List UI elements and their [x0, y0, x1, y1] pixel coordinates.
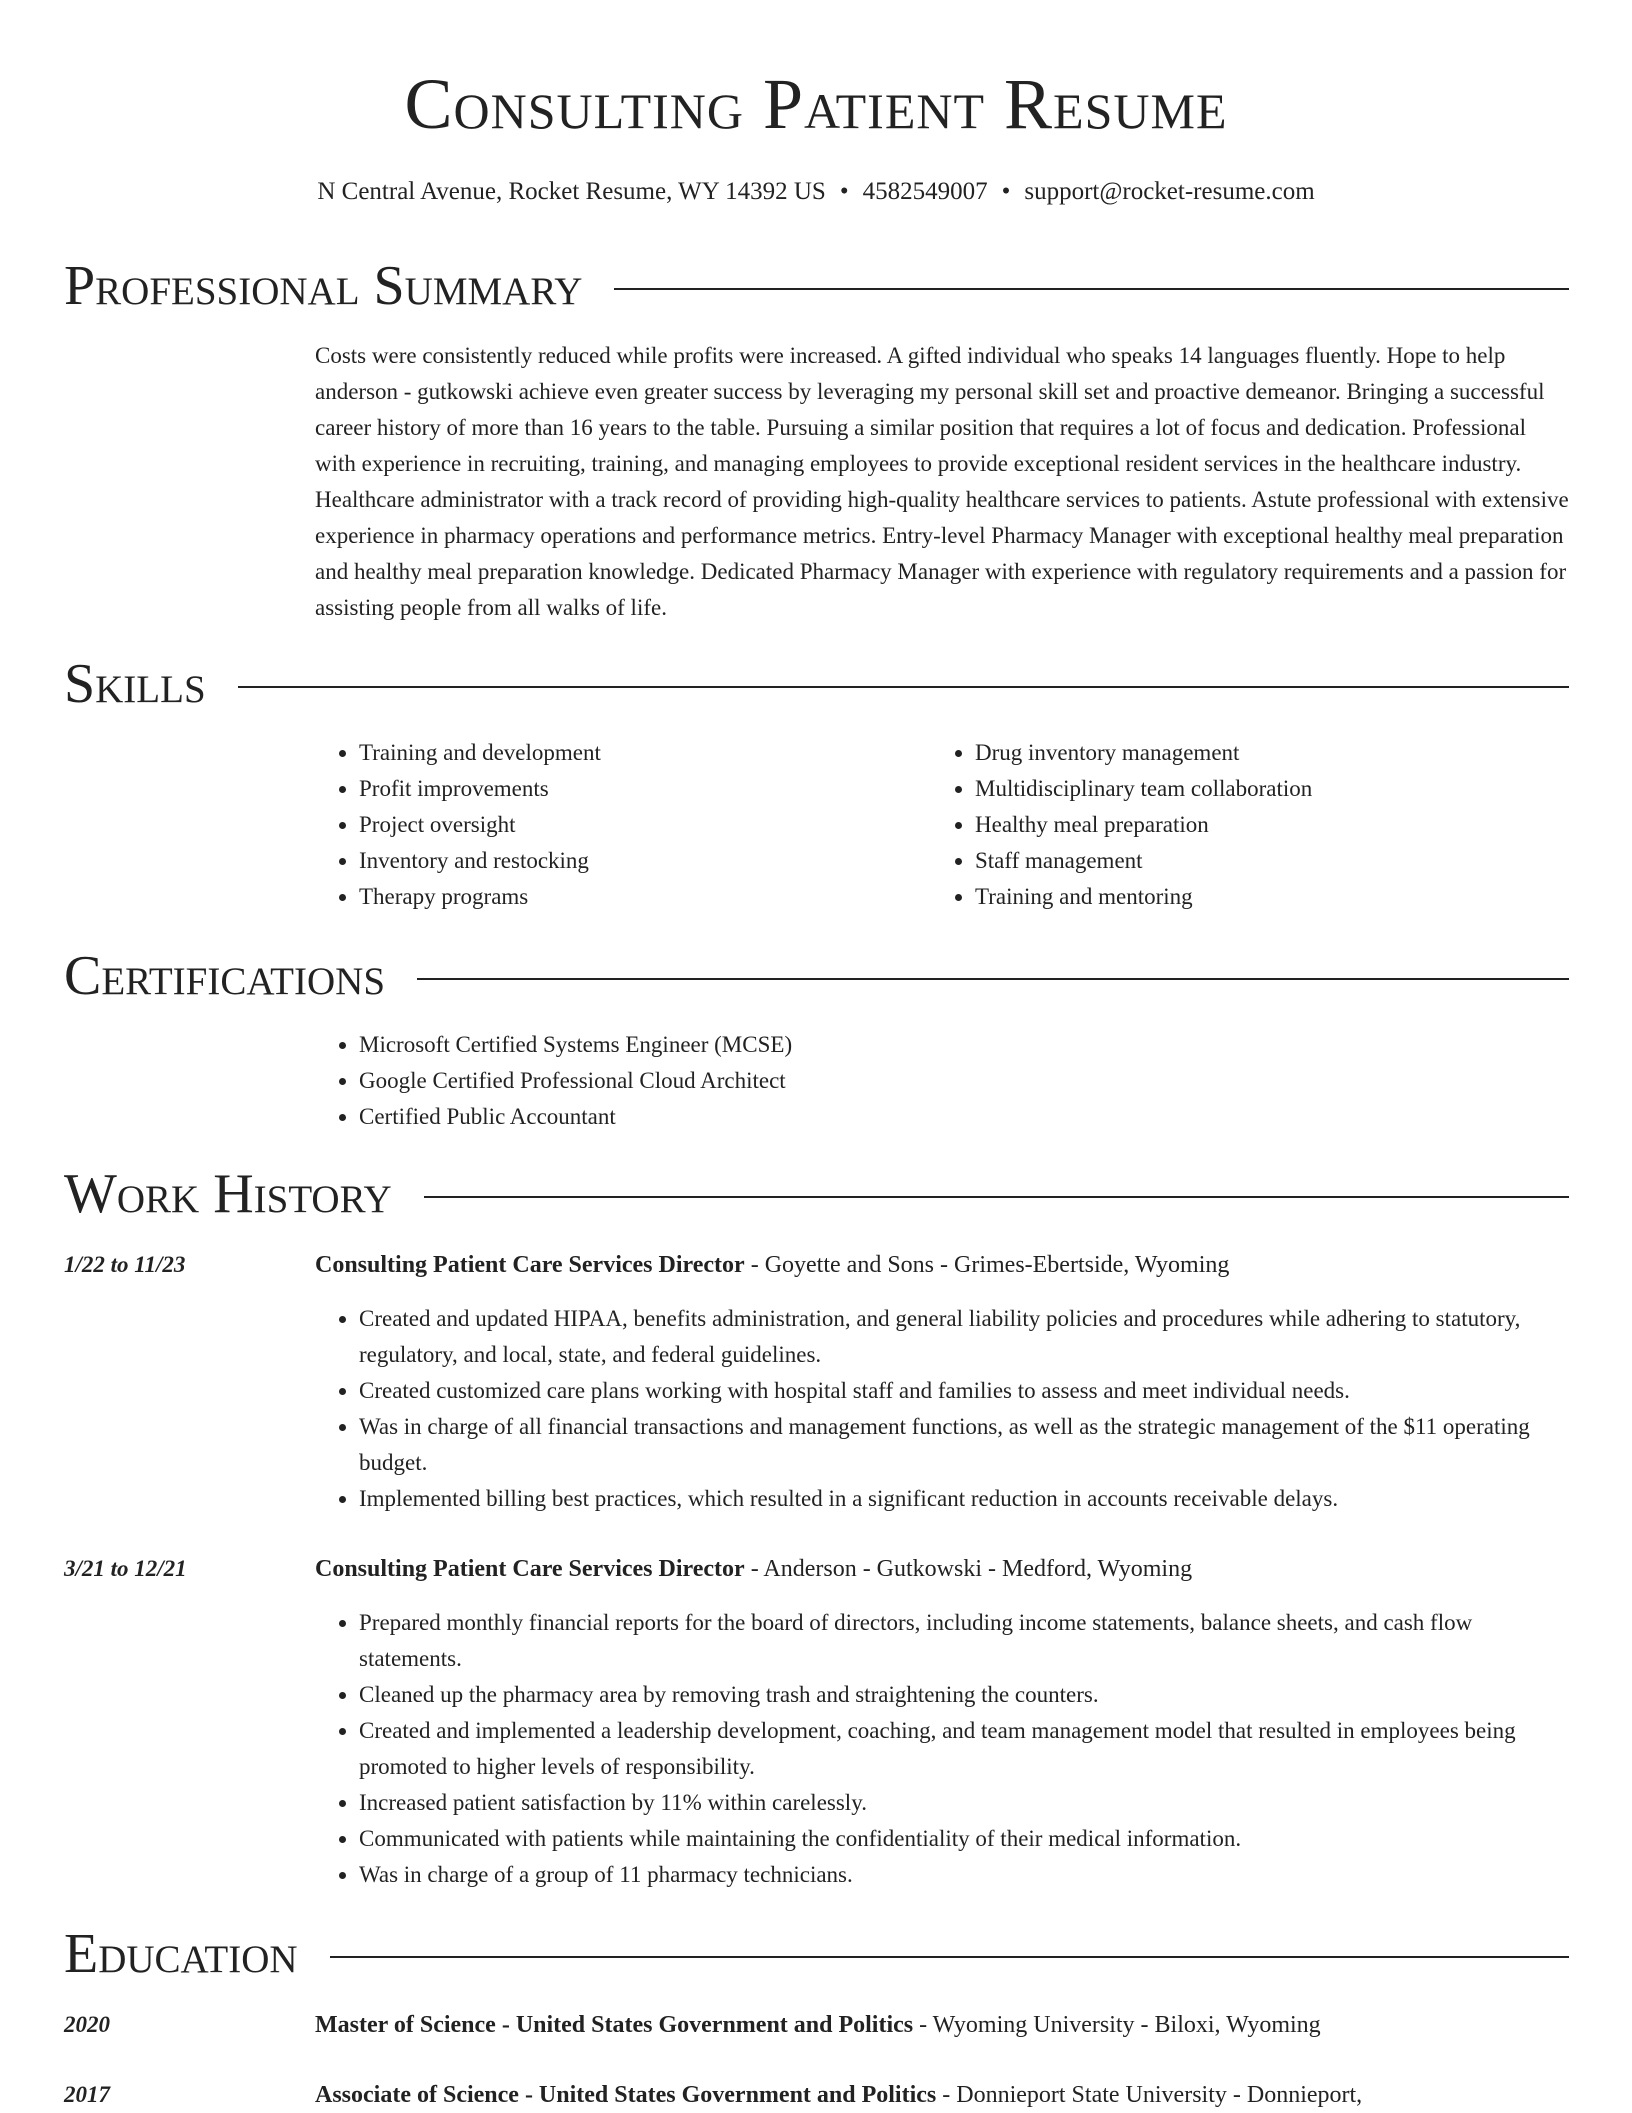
job-bullet: • Created customized care plans working with hospital staff and families to assess and meet individual needs. [359, 1373, 1569, 1409]
job-bullets [315, 1301, 1569, 1517]
contact-line [0, 176, 1632, 208]
contact-email[interactable]: support@rocket-resume.com [1024, 178, 1315, 205]
job-heading [315, 1247, 1569, 1283]
education-heading [315, 2077, 1569, 2113]
job-title: Consulting Patient Care Services Director [315, 1556, 745, 1582]
education-degree: Master of Science - United States Government and Politics [315, 2012, 914, 2038]
section-title-education: Education [64, 1923, 298, 1985]
certifications-list [315, 1027, 1569, 1135]
resume-title: Consulting Patient Resume [404, 64, 1228, 144]
skill-item: • Inventory and restocking [359, 843, 915, 879]
skill-item: • Training and mentoring [975, 879, 1531, 915]
skill-item: • Multidisciplinary team collaboration [975, 771, 1531, 807]
job-title: Consulting Patient Care Services Director [315, 1252, 745, 1278]
skill-item: • Profit improvements [359, 771, 915, 807]
education-school: - Donnieport State University - Donnieport, [936, 2082, 1363, 2108]
summary-text: Costs were consistently reduced while profits were increased. A gifted individual who speaks 14 languages fluently. Hope to help anderson - gutkowski achieve even greater success by leveraging my personal skill set and proactive demeanor. Bringing a successful career history of more than 16 years to the table. Pursuing a similar position that requires a lot of focus and dedication. Professional with experience in recruiting, training, and managing employees to provide exceptional resident services in the healthcare industry. Healthcare administrator with a track record of providing high-quality healthcare services to patients. Astute professional with extensive experience in pharmacy operations and performance metrics. Entry-level Pharmacy Manager with exceptional healthy meal preparation and healthy meal preparation knowledge. Dedicated Pharmacy Manager with experience with regulatory requirements and a passion for assisting people from all walks of life. [315, 343, 1569, 620]
skill-item: • Therapy programs [359, 879, 915, 915]
job-bullet: • Implemented billing best practices, which resulted in a significant reduction in accounts receivable delays. [359, 1481, 1569, 1517]
skills-column-left [315, 735, 915, 915]
section-divider [614, 288, 1569, 290]
section-title-skills: Skills [64, 653, 206, 715]
contact-separator: • [1001, 178, 1011, 205]
job-bullet: • Increased patient satisfaction by 11% within carelessly. [359, 1785, 1569, 1821]
skill-item: • Training and development [359, 735, 915, 771]
education-heading [315, 2007, 1569, 2043]
job-bullet: • Created and implemented a leadership development, coaching, and team management model that resulted in employees being promoted to higher levels of responsibility. [359, 1713, 1569, 1785]
section-title-summary: Professional Summary [64, 255, 583, 317]
section-divider [417, 978, 1569, 980]
certification-item: • Microsoft Certified Systems Engineer (MCSE) [359, 1027, 1569, 1063]
section-header-summary [64, 254, 1569, 318]
education-degree: Associate of Science - United States Government and Politics [315, 2082, 937, 2108]
job-bullet: • Prepared monthly financial reports for the board of directors, including income statements, balance sheets, and cash flow statements. [359, 1605, 1569, 1677]
certification-item: • Google Certified Professional Cloud Architect [359, 1063, 1569, 1099]
section-title-certifications: Certifications [64, 945, 386, 1007]
job-bullet: • Was in charge of a group of 11 pharmacy technicians. [359, 1857, 1569, 1893]
education-school: - Wyoming University - Biloxi, Wyoming [913, 2012, 1321, 2038]
job-dates: 1/22 to 11/23 [64, 1252, 186, 1277]
job-bullet: • Cleaned up the pharmacy area by removing trash and straightening the counters. [359, 1677, 1569, 1713]
section-header-work-history [64, 1162, 1569, 1226]
contact-separator: • [839, 178, 849, 205]
section-title-work-history: Work History [64, 1163, 392, 1225]
education-year: 2017 [64, 2082, 110, 2107]
section-header-certifications [64, 944, 1569, 1008]
section-divider [238, 686, 1569, 688]
job-bullet: • Communicated with patients while maintaining the confidentiality of their medical information. [359, 1821, 1569, 1857]
skill-item: • Drug inventory management [975, 735, 1531, 771]
skill-item: • Project oversight [359, 807, 915, 843]
job-company: - Goyette and Sons - Grimes-Ebertside, Wyoming [744, 1252, 1230, 1278]
skill-item: • Healthy meal preparation [975, 807, 1531, 843]
job-heading [315, 1551, 1569, 1587]
section-divider [424, 1196, 1569, 1198]
skills-column-right [931, 735, 1531, 915]
contact-address: N Central Avenue, Rocket Resume, WY 14392 US [317, 178, 826, 205]
education-year: 2020 [64, 2012, 110, 2037]
job-bullets [315, 1605, 1569, 1893]
section-header-education [64, 1922, 1569, 1986]
certification-item: • Certified Public Accountant [359, 1099, 1569, 1135]
job-company: - Anderson - Gutkowski - Medford, Wyoming [744, 1556, 1193, 1582]
skill-item: • Staff management [975, 843, 1531, 879]
contact-phone: 4582549007 [862, 178, 988, 205]
section-header-skills [64, 652, 1569, 716]
job-dates: 3/21 to 12/21 [64, 1556, 187, 1581]
job-bullet: • Was in charge of all financial transactions and management functions, as well as the strategic management of the $11 operating budget. [359, 1409, 1569, 1481]
section-divider [330, 1956, 1569, 1958]
job-bullet: • Created and updated HIPAA, benefits administration, and general liability policies and procedures while adhering to statutory, regulatory, and local, state, and federal guidelines. [359, 1301, 1569, 1373]
